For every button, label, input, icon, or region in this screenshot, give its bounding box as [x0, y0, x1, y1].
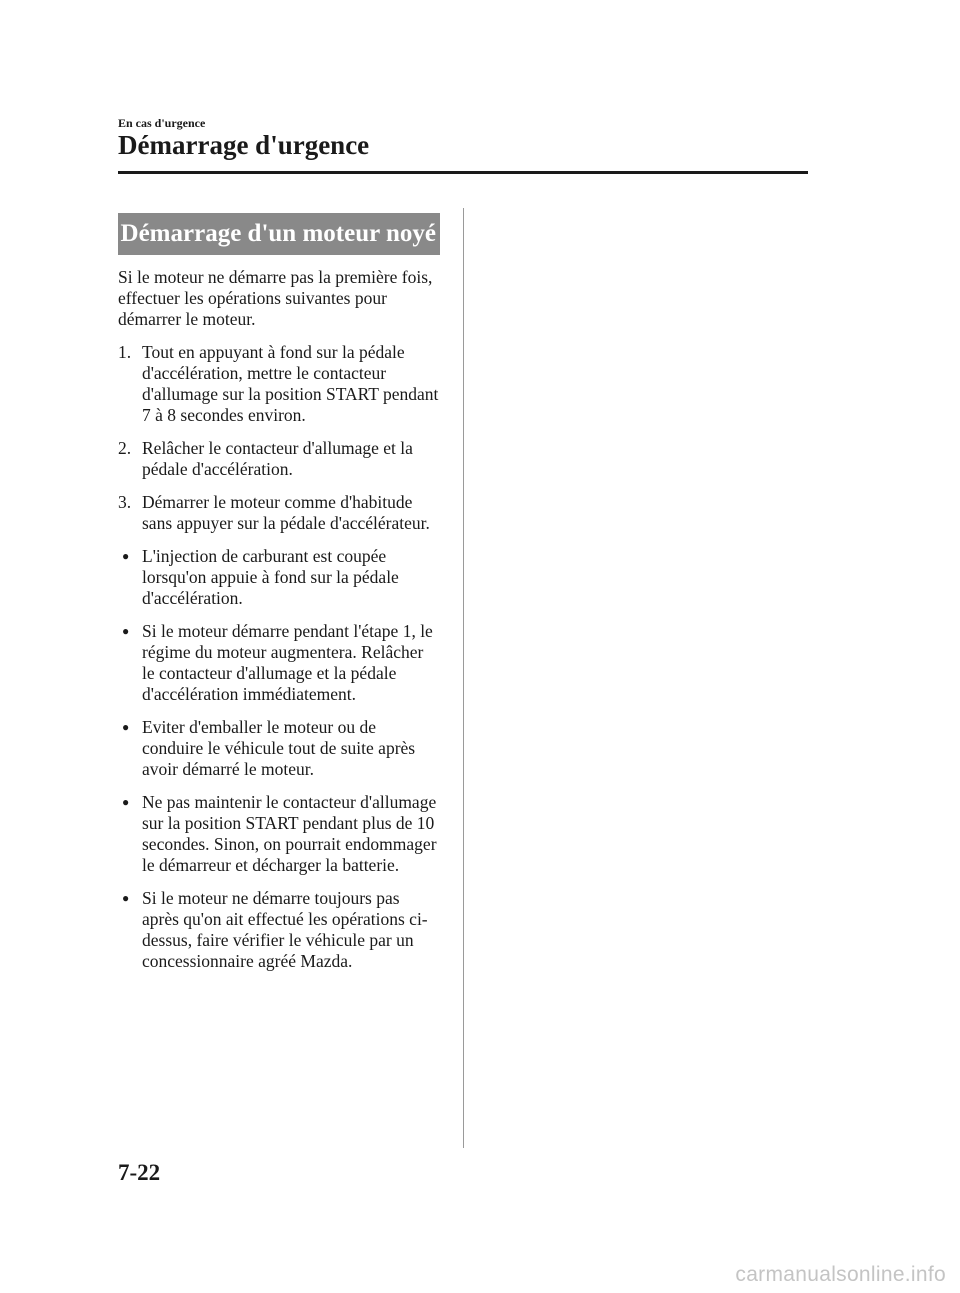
bullet-icon: ● — [122, 891, 130, 905]
list-item — [118, 621, 440, 705]
note-text: Eviter d'emballer le moteur ou de conduire le véhicule tout de suite après avoir démarré le moteur. — [142, 717, 416, 779]
step-text: Relâcher le contacteur d'allumage et la pédale d'accélération. — [142, 438, 413, 479]
chapter-rule — [118, 171, 808, 174]
section-label: En cas d'urgence — [118, 116, 206, 130]
list-item — [118, 438, 440, 480]
bullet-icon: ● — [122, 624, 130, 638]
section-heading: Démarrage d'un moteur noyé — [118, 213, 440, 255]
step-text: Démarrer le moteur comme d'habitude sans appuyer sur la pédale d'accélérateur. — [142, 492, 430, 533]
list-item — [118, 792, 440, 876]
bullet-icon: ● — [122, 549, 130, 563]
watermark: carmanualsonline.info — [735, 1263, 946, 1286]
page-number: 7-22 — [118, 1160, 161, 1185]
list-item — [118, 717, 440, 780]
bullet-icon: ● — [122, 720, 130, 734]
note-text: Si le moteur ne démarre toujours pas après qu'on ait effectué les opérations ci-dessus, faire vérifier le véhicule par un concessionnaire agréé Mazda. — [142, 888, 428, 971]
notes-list — [118, 546, 440, 972]
steps-list — [118, 342, 440, 534]
intro-paragraph: Si le moteur ne démarre pas la première fois, effectuer les opérations suivantes pour démarrer le moteur. — [118, 267, 433, 329]
step-number: 3. — [118, 492, 132, 512]
list-item — [118, 342, 440, 426]
list-item — [118, 888, 440, 972]
step-number: 1. — [118, 342, 132, 362]
note-text: Si le moteur démarre pendant l'étape 1, le régime du moteur augmentera. Relâcher le contacteur d'allumage et la pédale d'accélération immédiatement. — [142, 621, 433, 704]
bullet-icon: ● — [122, 795, 130, 809]
step-number: 2. — [118, 438, 132, 458]
step-text: Tout en appuyant à fond sur la pédale d'accélération, mettre le contacteur d'allumage sur la position START pendant 7 à 8 secondes environ. — [142, 342, 439, 425]
note-text: Ne pas maintenir le contacteur d'allumage sur la position START pendant plus de 10 secondes. Sinon, on pourrait endommager le démarreur et décharger la batterie. — [142, 792, 437, 875]
column-divider — [463, 208, 464, 1148]
list-item — [118, 492, 440, 534]
list-item — [118, 546, 440, 609]
chapter-title: Démarrage d'urgence — [118, 130, 370, 160]
note-text: L'injection de carburant est coupée lorsqu'on appuie à fond sur la pédale d'accélération. — [142, 546, 399, 608]
left-column — [118, 213, 440, 984]
